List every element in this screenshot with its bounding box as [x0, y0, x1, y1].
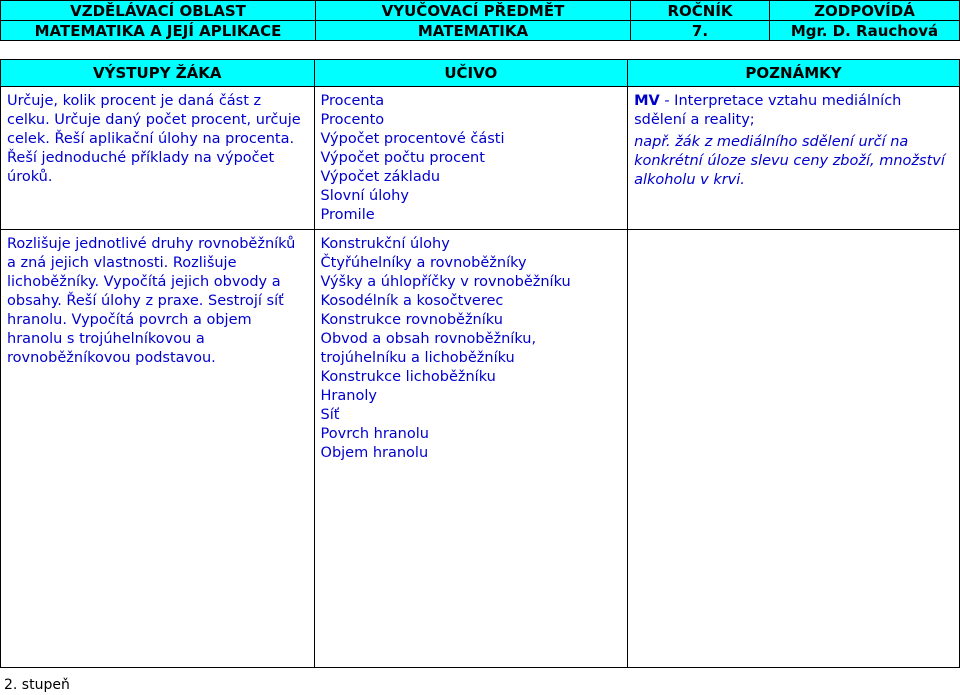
table-row: [1, 87, 960, 230]
curriculum-cell: [314, 87, 628, 230]
curriculum-item: Procento: [320, 112, 385, 128]
header-table: [0, 0, 960, 41]
outputs-cell: Rozlišuje jednotlivé druhy rovnoběžníků a zná jejich vlastnosti. Rozlišuje lichoběžníky. Vypočítá jejich obvody a obsahy. Řeší úlohy z praxe. Sestrojí síť hranolu. Vypočítá povrch a objem hranolu s trojúhelníkovou a rovnoběžníkovou podstavou.: [1, 230, 315, 668]
curriculum-item: Výpočet procentové části: [320, 131, 505, 147]
curriculum-item: Hranoly: [320, 388, 377, 404]
header-value-responsible: Mgr. D. Rauchová: [770, 21, 960, 41]
curriculum-item: Objem hranolu: [320, 445, 429, 461]
curriculum-item: Čtyřúhelníky a rovnoběžníky: [320, 255, 527, 271]
curriculum-item: Promile: [320, 207, 375, 223]
outputs-cell: Určuje, kolik procent je daná část z celku. Určuje daný počet procent, určuje celek. Řeší aplikační úlohy na procenta. Řeší jednoduché příklady na výpočet úroků.: [1, 87, 315, 230]
footer-level: 2. stupeň: [4, 677, 70, 693]
curriculum-item: Konstrukce rovnoběžníku: [320, 312, 503, 328]
header-label-subject: VYUČOVACÍ PŘEDMĚT: [316, 1, 631, 21]
curriculum-item: Obvod a obsah rovnoběžníku, trojúhelníku a lichoběžníku: [320, 331, 537, 366]
curriculum-table: [0, 59, 960, 668]
curriculum-item: Síť: [320, 407, 340, 423]
table-row: [1, 230, 960, 668]
column-header-row: [1, 60, 960, 87]
header-label-responsible: ZODPOVÍDÁ: [770, 1, 960, 21]
column-header-curriculum: UČIVO: [314, 60, 628, 87]
curriculum-item: Slovní úlohy: [320, 188, 409, 204]
header-value-subject: MATEMATIKA: [316, 21, 631, 41]
curriculum-item: Konstrukce lichoběžníku: [320, 369, 496, 385]
column-header-notes: POZNÁMKY: [628, 60, 960, 87]
curriculum-item: Výpočet počtu procent: [320, 150, 485, 166]
header-value-grade: 7.: [631, 21, 770, 41]
curriculum-cell: [314, 230, 628, 668]
curriculum-item: Kosodélník a kosočtverec: [320, 293, 504, 309]
notes-text: - Interpretace vztahu mediálních sdělení a reality;: [634, 93, 902, 128]
header-value-area: MATEMATIKA A JEJÍ APLIKACE: [1, 21, 316, 41]
curriculum-item: Výpočet základu: [320, 169, 441, 185]
curriculum-item: Konstrukční úlohy: [320, 236, 450, 252]
header-value-row: [1, 21, 960, 41]
header-label-grade: ROČNÍK: [631, 1, 770, 21]
curriculum-item: Povrch hranolu: [320, 426, 429, 442]
notes-prefix: MV: [634, 93, 660, 109]
header-label-row: [1, 1, 960, 21]
curriculum-item: Procenta: [320, 93, 385, 109]
notes-cell: [628, 87, 960, 230]
header-label-area: VZDĚLÁVACÍ OBLAST: [1, 1, 316, 21]
column-header-outputs: VÝSTUPY ŽÁKA: [1, 60, 315, 87]
notes-cell-empty: [628, 230, 960, 668]
curriculum-item: Výšky a úhlopříčky v rovnoběžníku: [320, 274, 571, 290]
notes-example: např. žák z mediálního sdělení určí na konkrétní úloze slevu ceny zboží, množství alkoholu v krvi.: [634, 134, 945, 188]
